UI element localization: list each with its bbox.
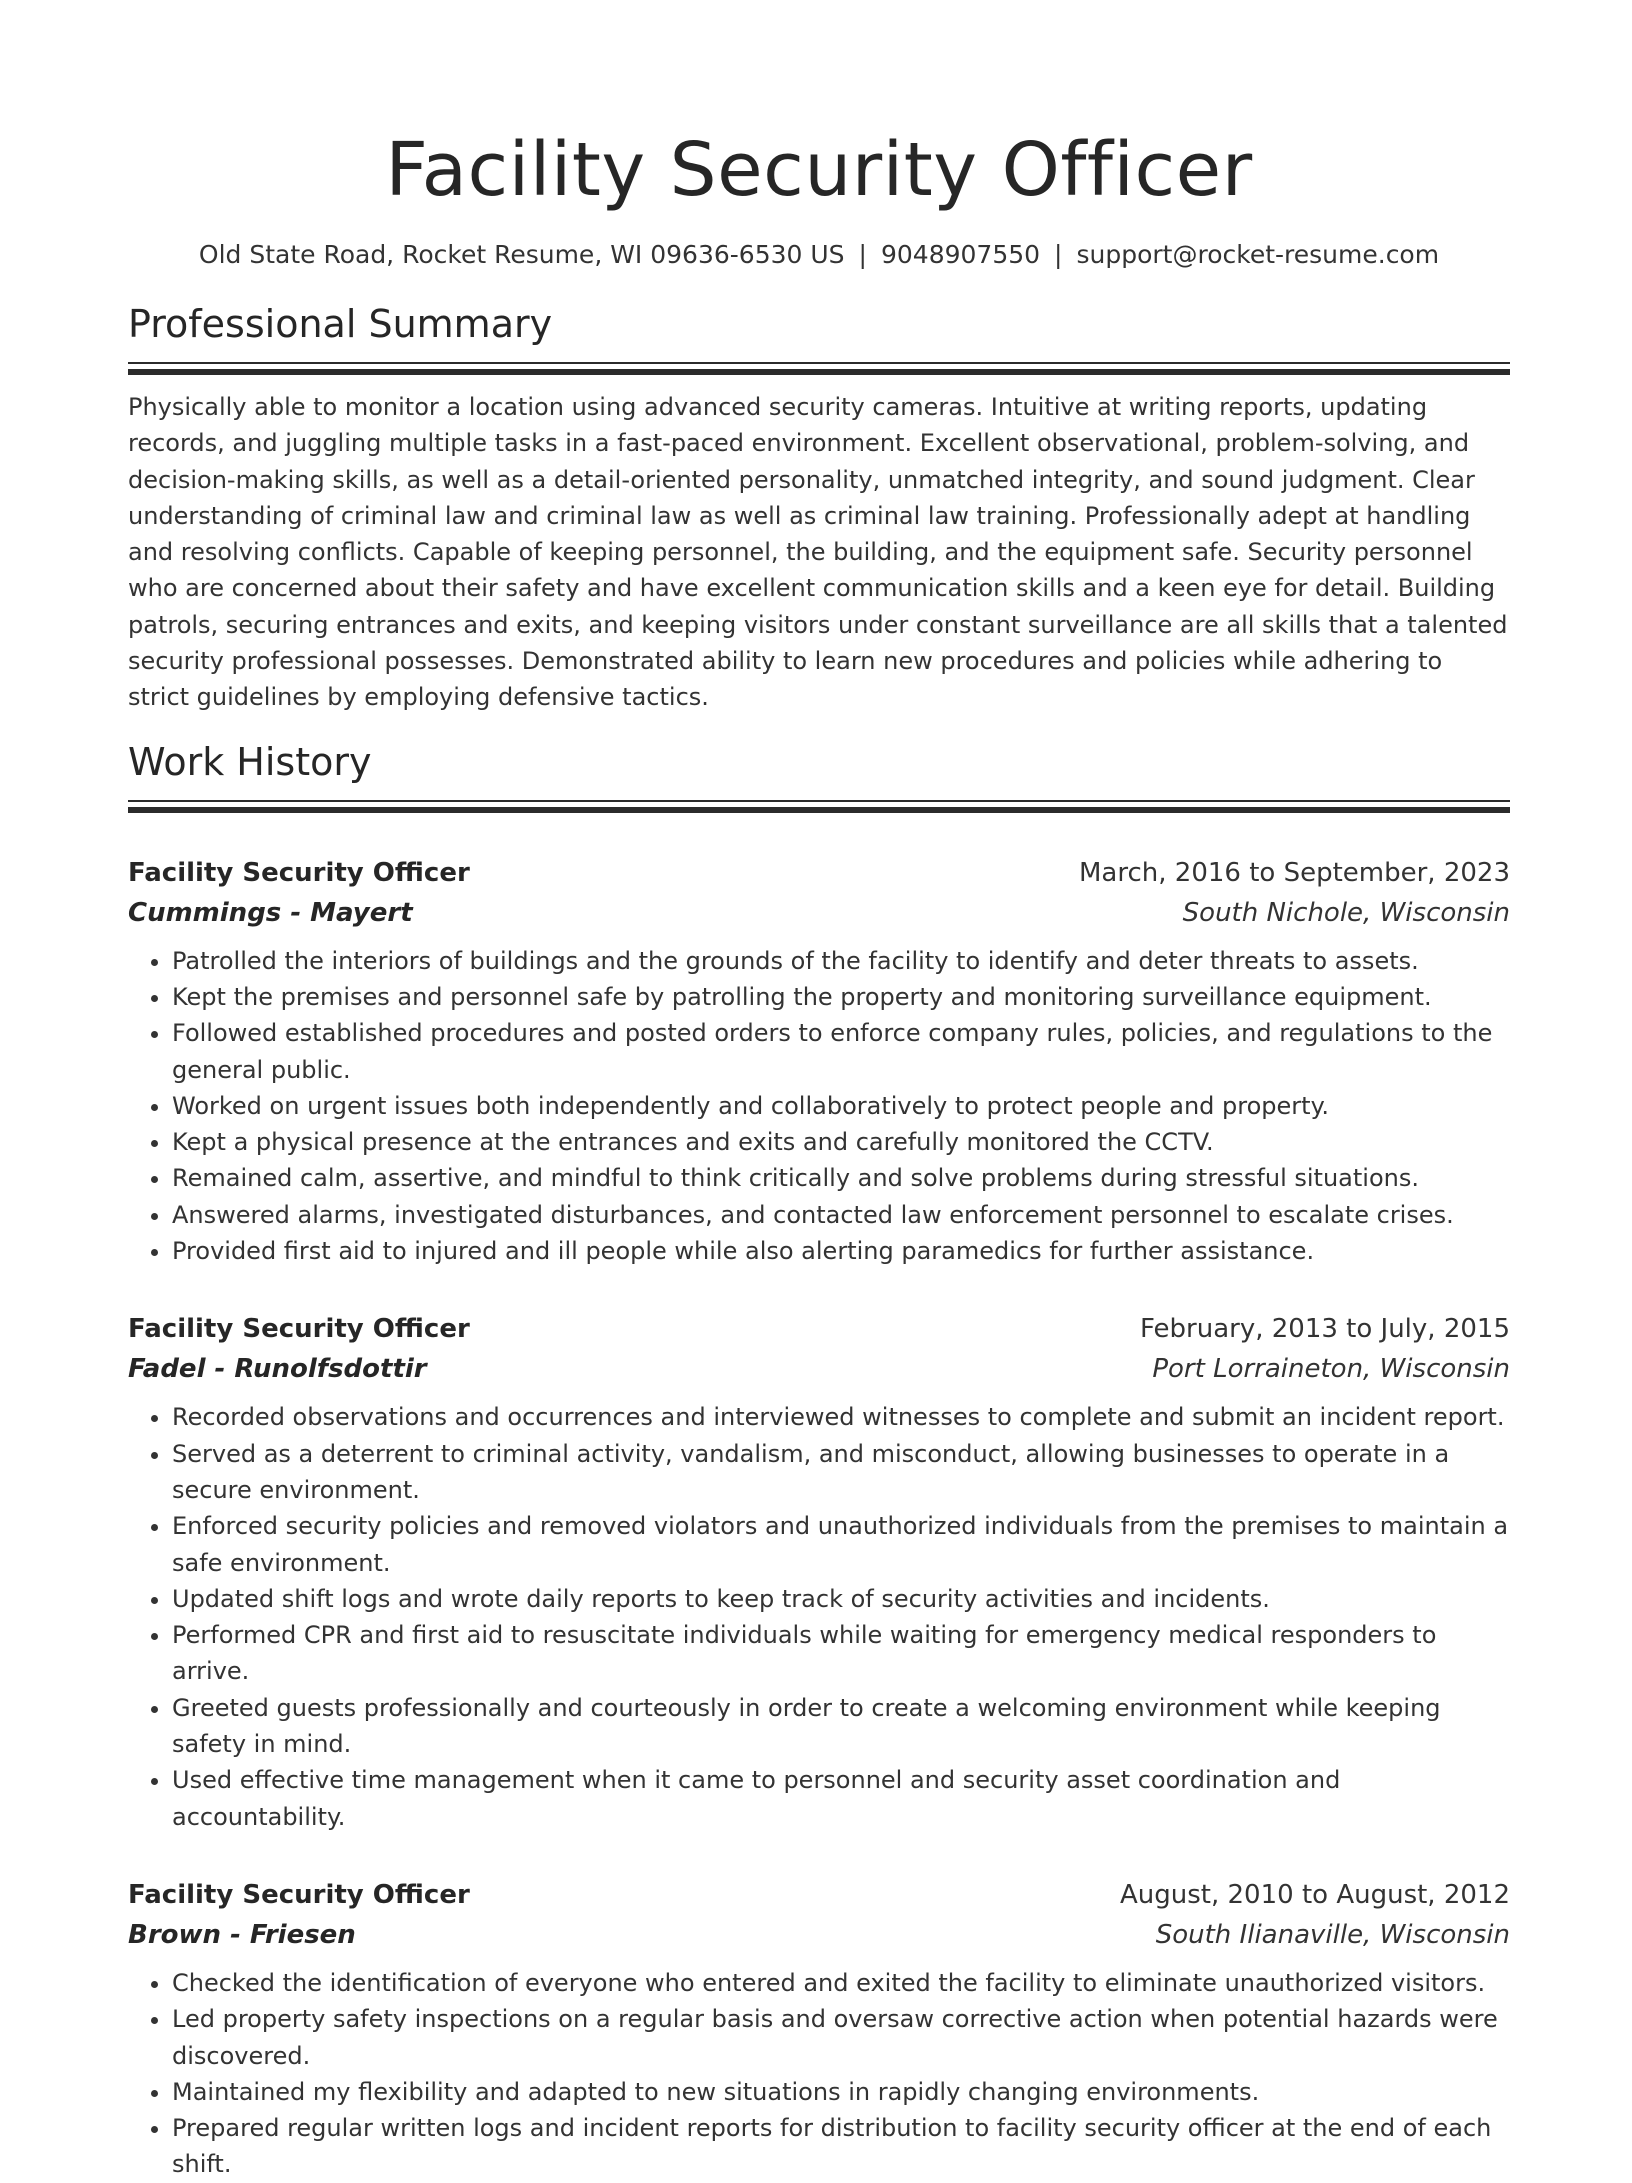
resume-name: Facility Security Officer <box>385 127 1253 213</box>
contact-address: Old State Road, Rocket Resume, WI 09636-6530 US <box>198 240 845 269</box>
job-bullet: • Checked the identification of everyone who entered and exited the facility to eliminate unauthorized visitors. <box>172 1965 1510 2001</box>
job-header-row <box>128 1309 1510 1349</box>
job-bullet: • Enforced security policies and removed violators and unauthorized individuals from the premises to maintain a safe environment. <box>172 1508 1510 1581</box>
job-bullet: • Kept the premises and personnel safe by patrolling the property and monitoring surveillance equipment. <box>172 979 1510 1015</box>
section-divider-thick <box>128 369 1510 375</box>
job-company-row <box>128 893 1510 933</box>
job-company: Fadel - Runolfsdottir <box>128 1354 427 1385</box>
job-bullet: • Kept a physical presence at the entrances and exits and carefully monitored the CCTV. <box>172 1124 1510 1160</box>
section-divider <box>128 800 1510 802</box>
job-bullet: • Answered alarms, investigated disturbances, and contacted law enforcement personnel to escalate crises. <box>172 1197 1510 1233</box>
job-bullet: • Worked on urgent issues both independently and collaboratively to protect people and property. <box>172 1088 1510 1124</box>
job-bullet: • Led property safety inspections on a regular basis and oversaw corrective action when potential hazards were discovered. <box>172 2001 1510 2074</box>
job-location: South Nichole, Wisconsin <box>1182 897 1510 928</box>
job-title: Facility Security Officer <box>128 857 470 888</box>
job-bullet: • Prepared regular written logs and incident reports for distribution to facility security officer at the end of each shift. <box>172 2110 1510 2183</box>
job-bullet: • Provided first aid to injured and ill people while also alerting paramedics for further assistance. <box>172 1233 1510 1269</box>
job-title: Facility Security Officer <box>128 1314 470 1345</box>
job-location: South Ilianaville, Wisconsin <box>1155 1919 1510 1950</box>
job-company-row <box>128 1349 1510 1389</box>
job-location: Port Lorraineton, Wisconsin <box>1152 1354 1510 1385</box>
job-bullet: • Greeted guests professionally and courteously in order to create a welcoming environment while keeping safety in mind. <box>172 1690 1510 1763</box>
job-bullet: • Remained calm, assertive, and mindful to think critically and solve problems during stressful situations. <box>172 1160 1510 1196</box>
job-title: Facility Security Officer <box>128 1879 470 1910</box>
contact-phone: 9048907550 <box>880 240 1041 269</box>
job-header-row <box>128 853 1510 893</box>
job-dates: August, 2010 to August, 2012 <box>1120 1879 1510 1910</box>
summary-text: Physically able to monitor a location using advanced security cameras. Intuitive at writing reports, updating records, and juggling multiple tasks in a fast-paced environment. Excellent observational, problem-solving, and decision-making skills, as well as a detail-oriented personality, unmatched integrity, and sound judgment. Clear understanding of criminal law and criminal law as well as criminal law training. Professionally adept at handling and resolving conflicts. Capable of keeping personnel, the building, and the equipment safe. Security personnel who are concerned about their safety and have excellent communication skills and a keen eye for detail. Building patrols, securing entrances and exits, and keeping visitors under constant surveillance are all skills that a talented security professional possesses. Demonstrated ability to learn new procedures and policies while adhering to strict guidelines by employing defensive tactics. <box>128 393 1508 712</box>
job-bullet: • Maintained my flexibility and adapted to new situations in rapidly changing environments. <box>172 2074 1510 2110</box>
section-divider <box>128 362 1510 364</box>
contact-separator: | <box>1054 240 1063 269</box>
section-title-work: Work History <box>128 739 372 784</box>
section-divider-thick <box>128 807 1510 813</box>
job-entry <box>128 1875 1510 2183</box>
job-bullet: • Served as a deterrent to criminal activity, vandalism, and misconduct, allowing businesses to operate in a secure environment. <box>172 1436 1510 1509</box>
job-company-row <box>128 1915 1510 1955</box>
job-dates: February, 2013 to July, 2015 <box>1140 1314 1510 1345</box>
work-history-section <box>128 738 1510 2183</box>
job-list <box>128 853 1510 2183</box>
contact-separator: | <box>858 240 867 269</box>
job-bullet: • Performed CPR and first aid to resuscitate individuals while waiting for emergency medical responders to arrive. <box>172 1617 1510 1690</box>
job-company: Brown - Friesen <box>128 1919 356 1950</box>
job-entry <box>128 853 1510 1270</box>
professional-summary-section <box>128 300 1510 716</box>
job-bullet: • Updated shift logs and wrote daily reports to keep track of security activities and incidents. <box>172 1581 1510 1617</box>
job-bullets <box>128 1399 1510 1835</box>
job-bullets <box>128 943 1510 1270</box>
job-header-row <box>128 1875 1510 1915</box>
job-dates: March, 2016 to September, 2023 <box>1079 857 1510 888</box>
job-bullet: • Recorded observations and occurrences and interviewed witnesses to complete and submit an incident report. <box>172 1399 1510 1435</box>
contact-email: support@rocket-resume.com <box>1076 240 1440 269</box>
job-bullet: • Patrolled the interiors of buildings and the grounds of the facility to identify and deter threats to assets. <box>172 943 1510 979</box>
job-bullet: • Used effective time management when it came to personnel and security asset coordination and accountability. <box>172 1762 1510 1835</box>
job-entry <box>128 1309 1510 1835</box>
contact-line <box>128 238 1510 272</box>
job-bullet: • Followed established procedures and posted orders to enforce company rules, policies, and regulations to the general public. <box>172 1015 1510 1088</box>
section-title-summary: Professional Summary <box>128 302 553 346</box>
job-bullets <box>128 1965 1510 2183</box>
job-company: Cummings - Mayert <box>128 897 413 928</box>
